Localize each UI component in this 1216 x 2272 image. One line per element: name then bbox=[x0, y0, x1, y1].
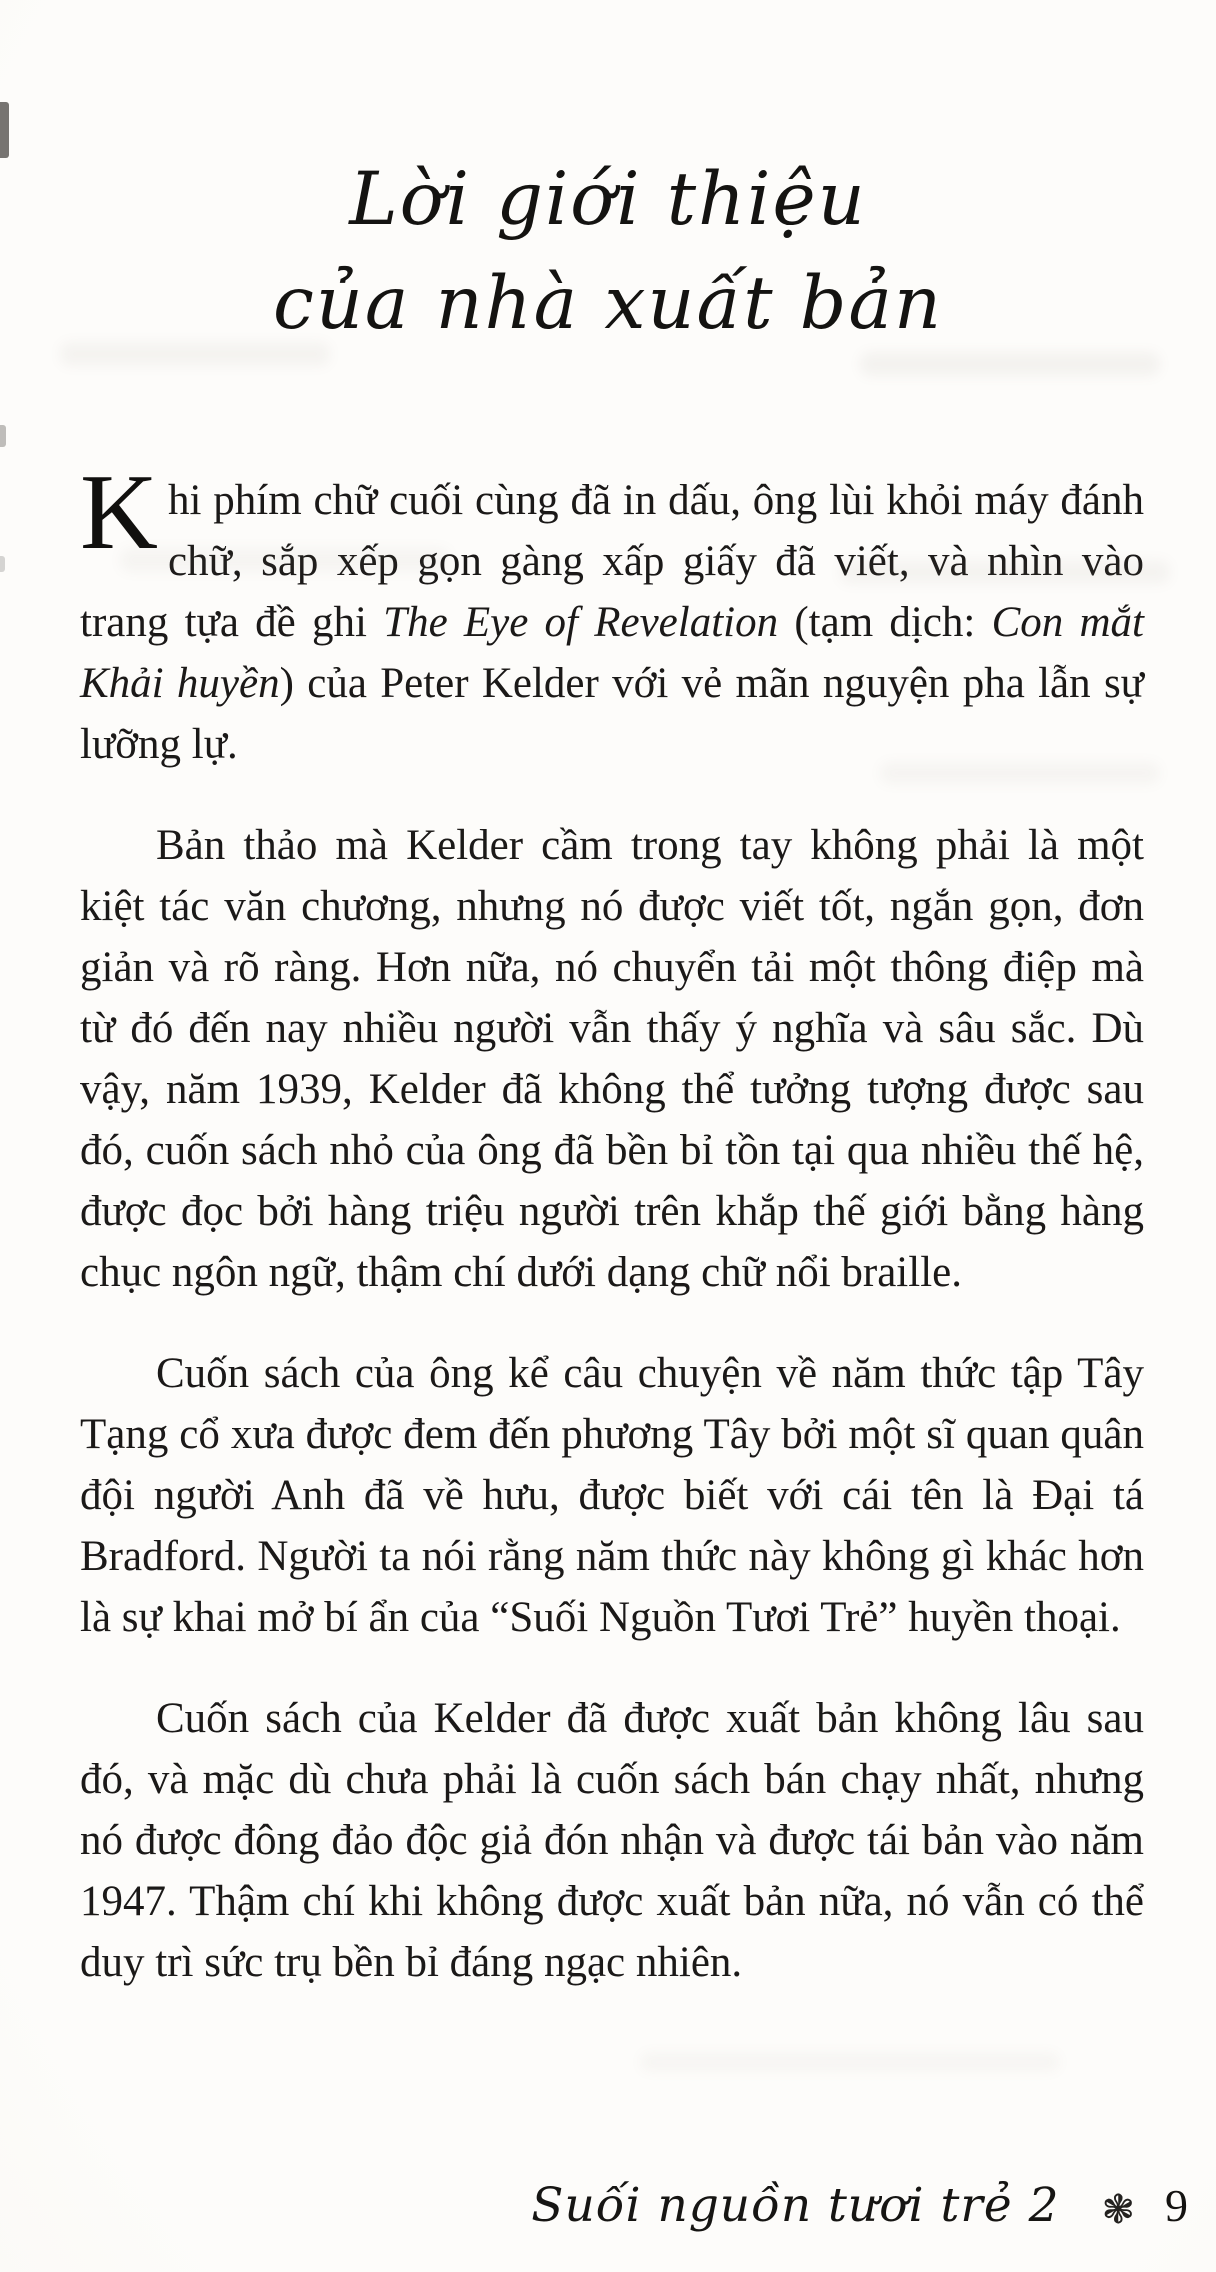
fleuron-icon: ❃ bbox=[1101, 2187, 1135, 2233]
scan-edge-mark bbox=[0, 425, 6, 447]
text-run: Bản thảo mà Kelder cầm trong tay không phải là một kiệt tác văn chương, nhưng nó được viết tốt, ngắn gọn, đơn giản và rõ ràng. Hơn nữa, nó chuyển tải một thông điệp mà từ đó đến nay nhiều người vẫn thấy ý nghĩa và sâu sắc. Dù vậy, năm 1939, Kelder đã không thể tưởng tượng được sau đó, cuốn sách nhỏ của ông đã bền bỉ tồn tại qua nhiều thế hệ, được đọc bởi hàng triệu người trên khắp thế giới bằng hàng chục ngôn ngữ, thậm chí dưới dạng chữ nổi braille. bbox=[80, 822, 1144, 1296]
scan-edge-mark bbox=[0, 102, 9, 158]
page-number: 9 bbox=[1165, 2180, 1188, 2231]
paragraph bbox=[80, 1688, 1144, 1993]
text-run: Cuốn sách của Kelder đã được xuất bản không lâu sau đó, và mặc dù chưa phải là cuốn sách bán chạy nhất, nhưng nó được đông đảo độc giả đón nhận và được tái bản vào năm 1947. Thậm chí khi không được xuất bản nữa, nó vẫn có thể duy trì sức trụ bền bỉ đáng ngạc nhiên. bbox=[80, 1695, 1144, 1986]
text-run: The Eye of Revelation bbox=[383, 599, 779, 646]
chapter-title bbox=[0, 148, 1216, 356]
paragraphs bbox=[80, 453, 1145, 2033]
text-run: Con mắt Khải huyền bbox=[80, 599, 1145, 707]
paragraph bbox=[80, 815, 1144, 1303]
text-run: hi phím chữ cuối cùng đã in dấu, ông lùi khỏi máy đánh chữ, sắp xếp gọn gàng xấp giấy đã viết, và nhìn vào trang tựa đề ghi bbox=[80, 477, 1144, 646]
running-book-title: Suối nguồn tươi trẻ 2 bbox=[531, 2178, 1060, 2233]
scan-edge-mark bbox=[0, 556, 5, 572]
paragraph bbox=[80, 453, 1145, 775]
text-run: ) của Peter Kelder với vẻ mãn nguyện pha lẫn sự lưỡng lự. bbox=[80, 660, 1144, 768]
chapter-title-line-1: Lời giới thiệu bbox=[349, 157, 867, 242]
show-through-artifact bbox=[640, 2052, 1060, 2072]
dropcap-letter: K bbox=[80, 453, 158, 572]
chapter-title-line-2: của nhà xuất bản bbox=[272, 261, 944, 346]
text-run: Cuốn sách của ông kể câu chuyện về năm thức tập Tây Tạng cổ xưa được đem đến phương Tây bởi một sĩ quan quân đội người Anh đã về hưu, được biết với cái tên là Đại tá Bradford. Người ta nói rằng năm thức này không gì khác hơn là sự khai mở bí ẩn của “Suối Nguồn Tươi Trẻ” huyền thoại. bbox=[80, 1350, 1144, 1641]
paragraph bbox=[80, 1343, 1144, 1648]
text-run: (tạm dịch: bbox=[778, 599, 992, 646]
page-footer bbox=[531, 2178, 1188, 2233]
